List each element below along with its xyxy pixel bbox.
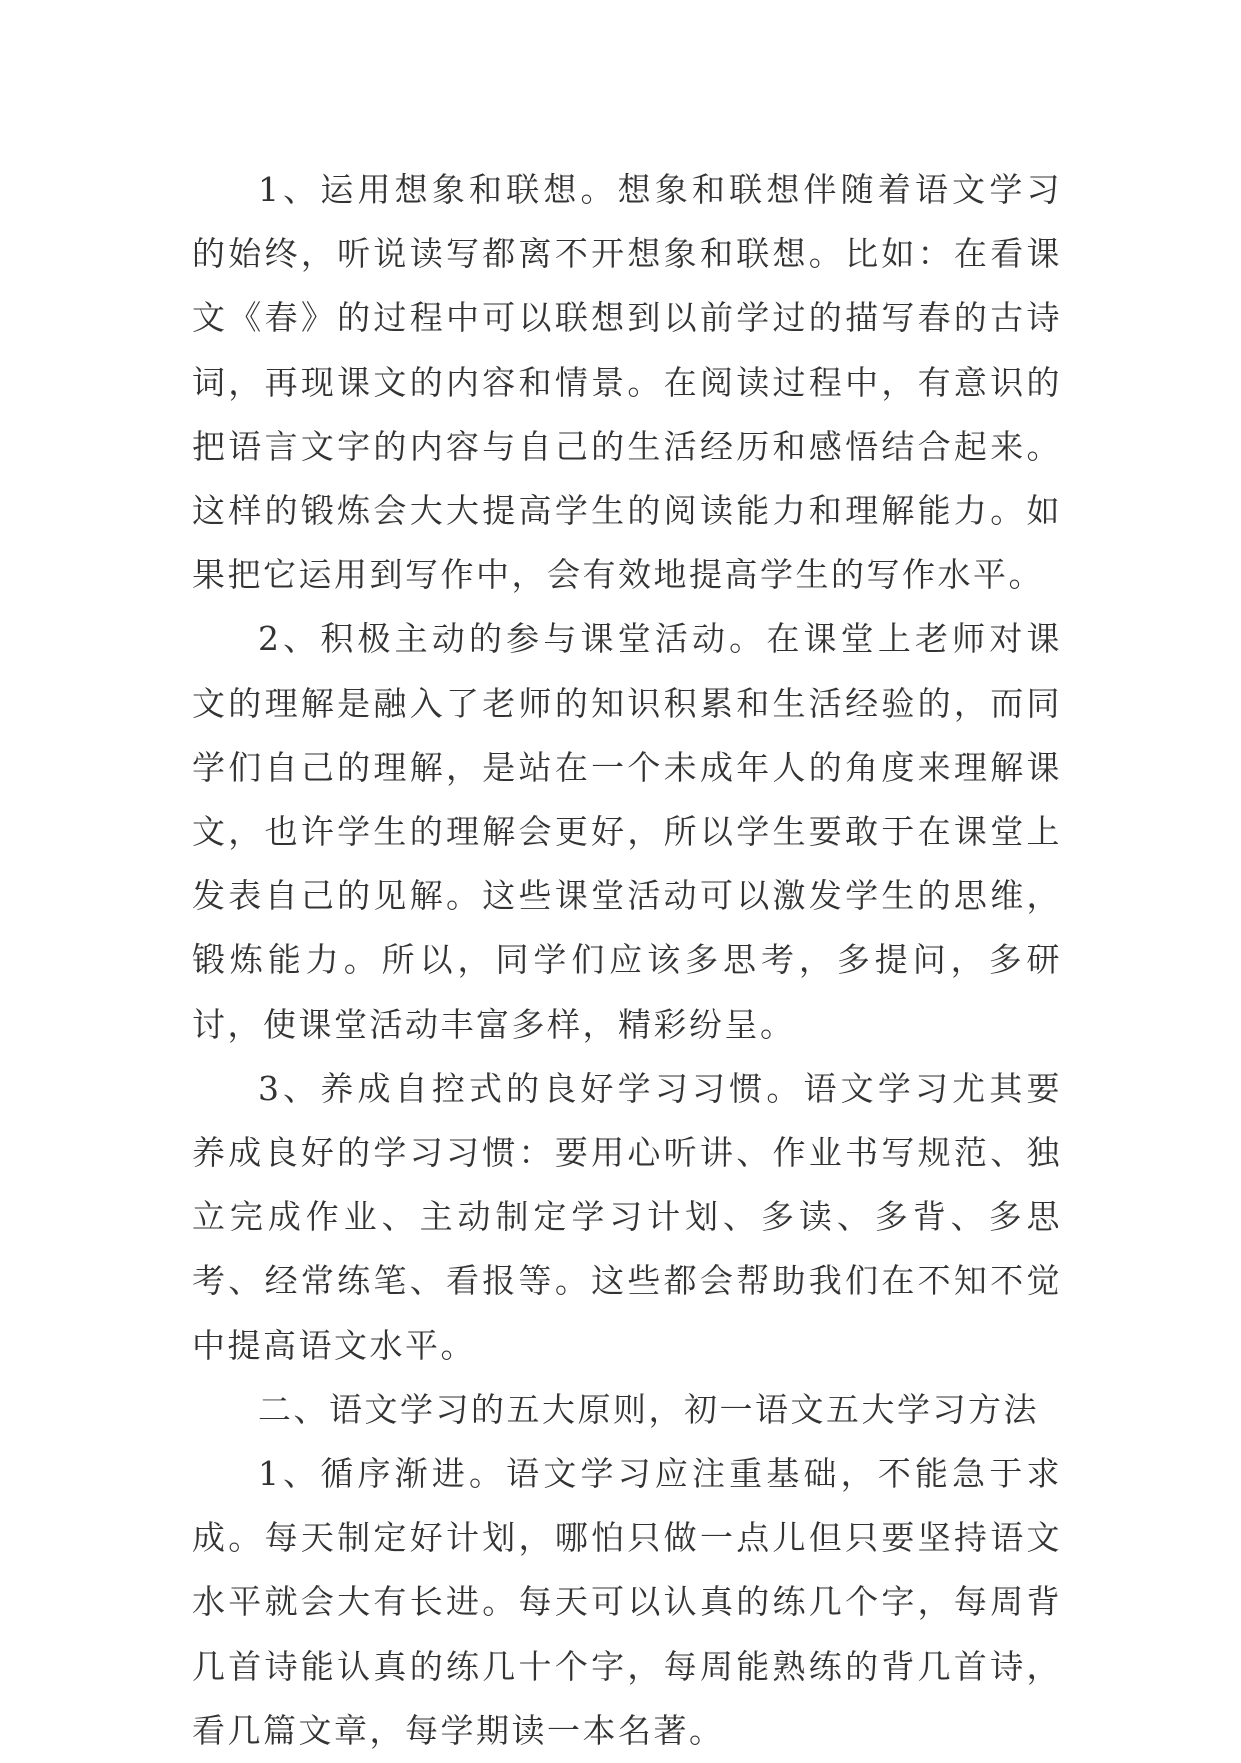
document-body	[192, 158, 1062, 1763]
section-heading: 二、语文学习的五大原则，初一语文五大学习方法	[258, 1389, 1039, 1429]
paragraph-class-participation: 2、积极主动的参与课堂活动。在课堂上老师对课文的理解是融入了老师的知识积累和生活经验的，而同学们自己的理解，是站在一个未成年人的角度来理解课文，也许学生的理解会更好，所以学生要敢于在课堂上发表自己的见解。这些课堂活动可以激发学生的思维，锻炼能力。所以，同学们应该多思考，多提问，多研讨，使课堂活动丰富多样，精彩纷呈。	[192, 619, 1062, 1044]
paragraph-imagination: 1、运用想象和联想。想象和联想伴随着语文学习的始终，听说读写都离不开想象和联想。比如：在看课文《春》的过程中可以联想到以前学过的描写春的古诗词，再现课文的内容和情景。在阅读过程中，有意识的把语言文字的内容与自己的生活经历和感悟结合起来。这样的锻炼会大大提高学生的阅读能力和理解能力。如果把它运用到写作中，会有效地提高学生的写作水平。	[192, 170, 1062, 595]
paragraph-step-by-step: 1、循序渐进。语文学习应注重基础，不能急于求成。每天制定好计划，哪怕只做一点儿但只要坚持语文水平就会大有长进。每天可以认真的练几个字，每周背几首诗能认真的练几十个字，每周能熟练的背几首诗，看几篇文章，每学期读一本名著。	[192, 1454, 1062, 1750]
paragraph-study-habits: 3、养成自控式的良好学习习惯。语文学习尤其要养成良好的学习习惯：要用心听讲、作业书写规范、独立完成作业、主动制定学习计划、多读、多背、多思考、经常练笔、看报等。这些都会帮助我们在不知不觉中提高语文水平。	[192, 1068, 1062, 1365]
